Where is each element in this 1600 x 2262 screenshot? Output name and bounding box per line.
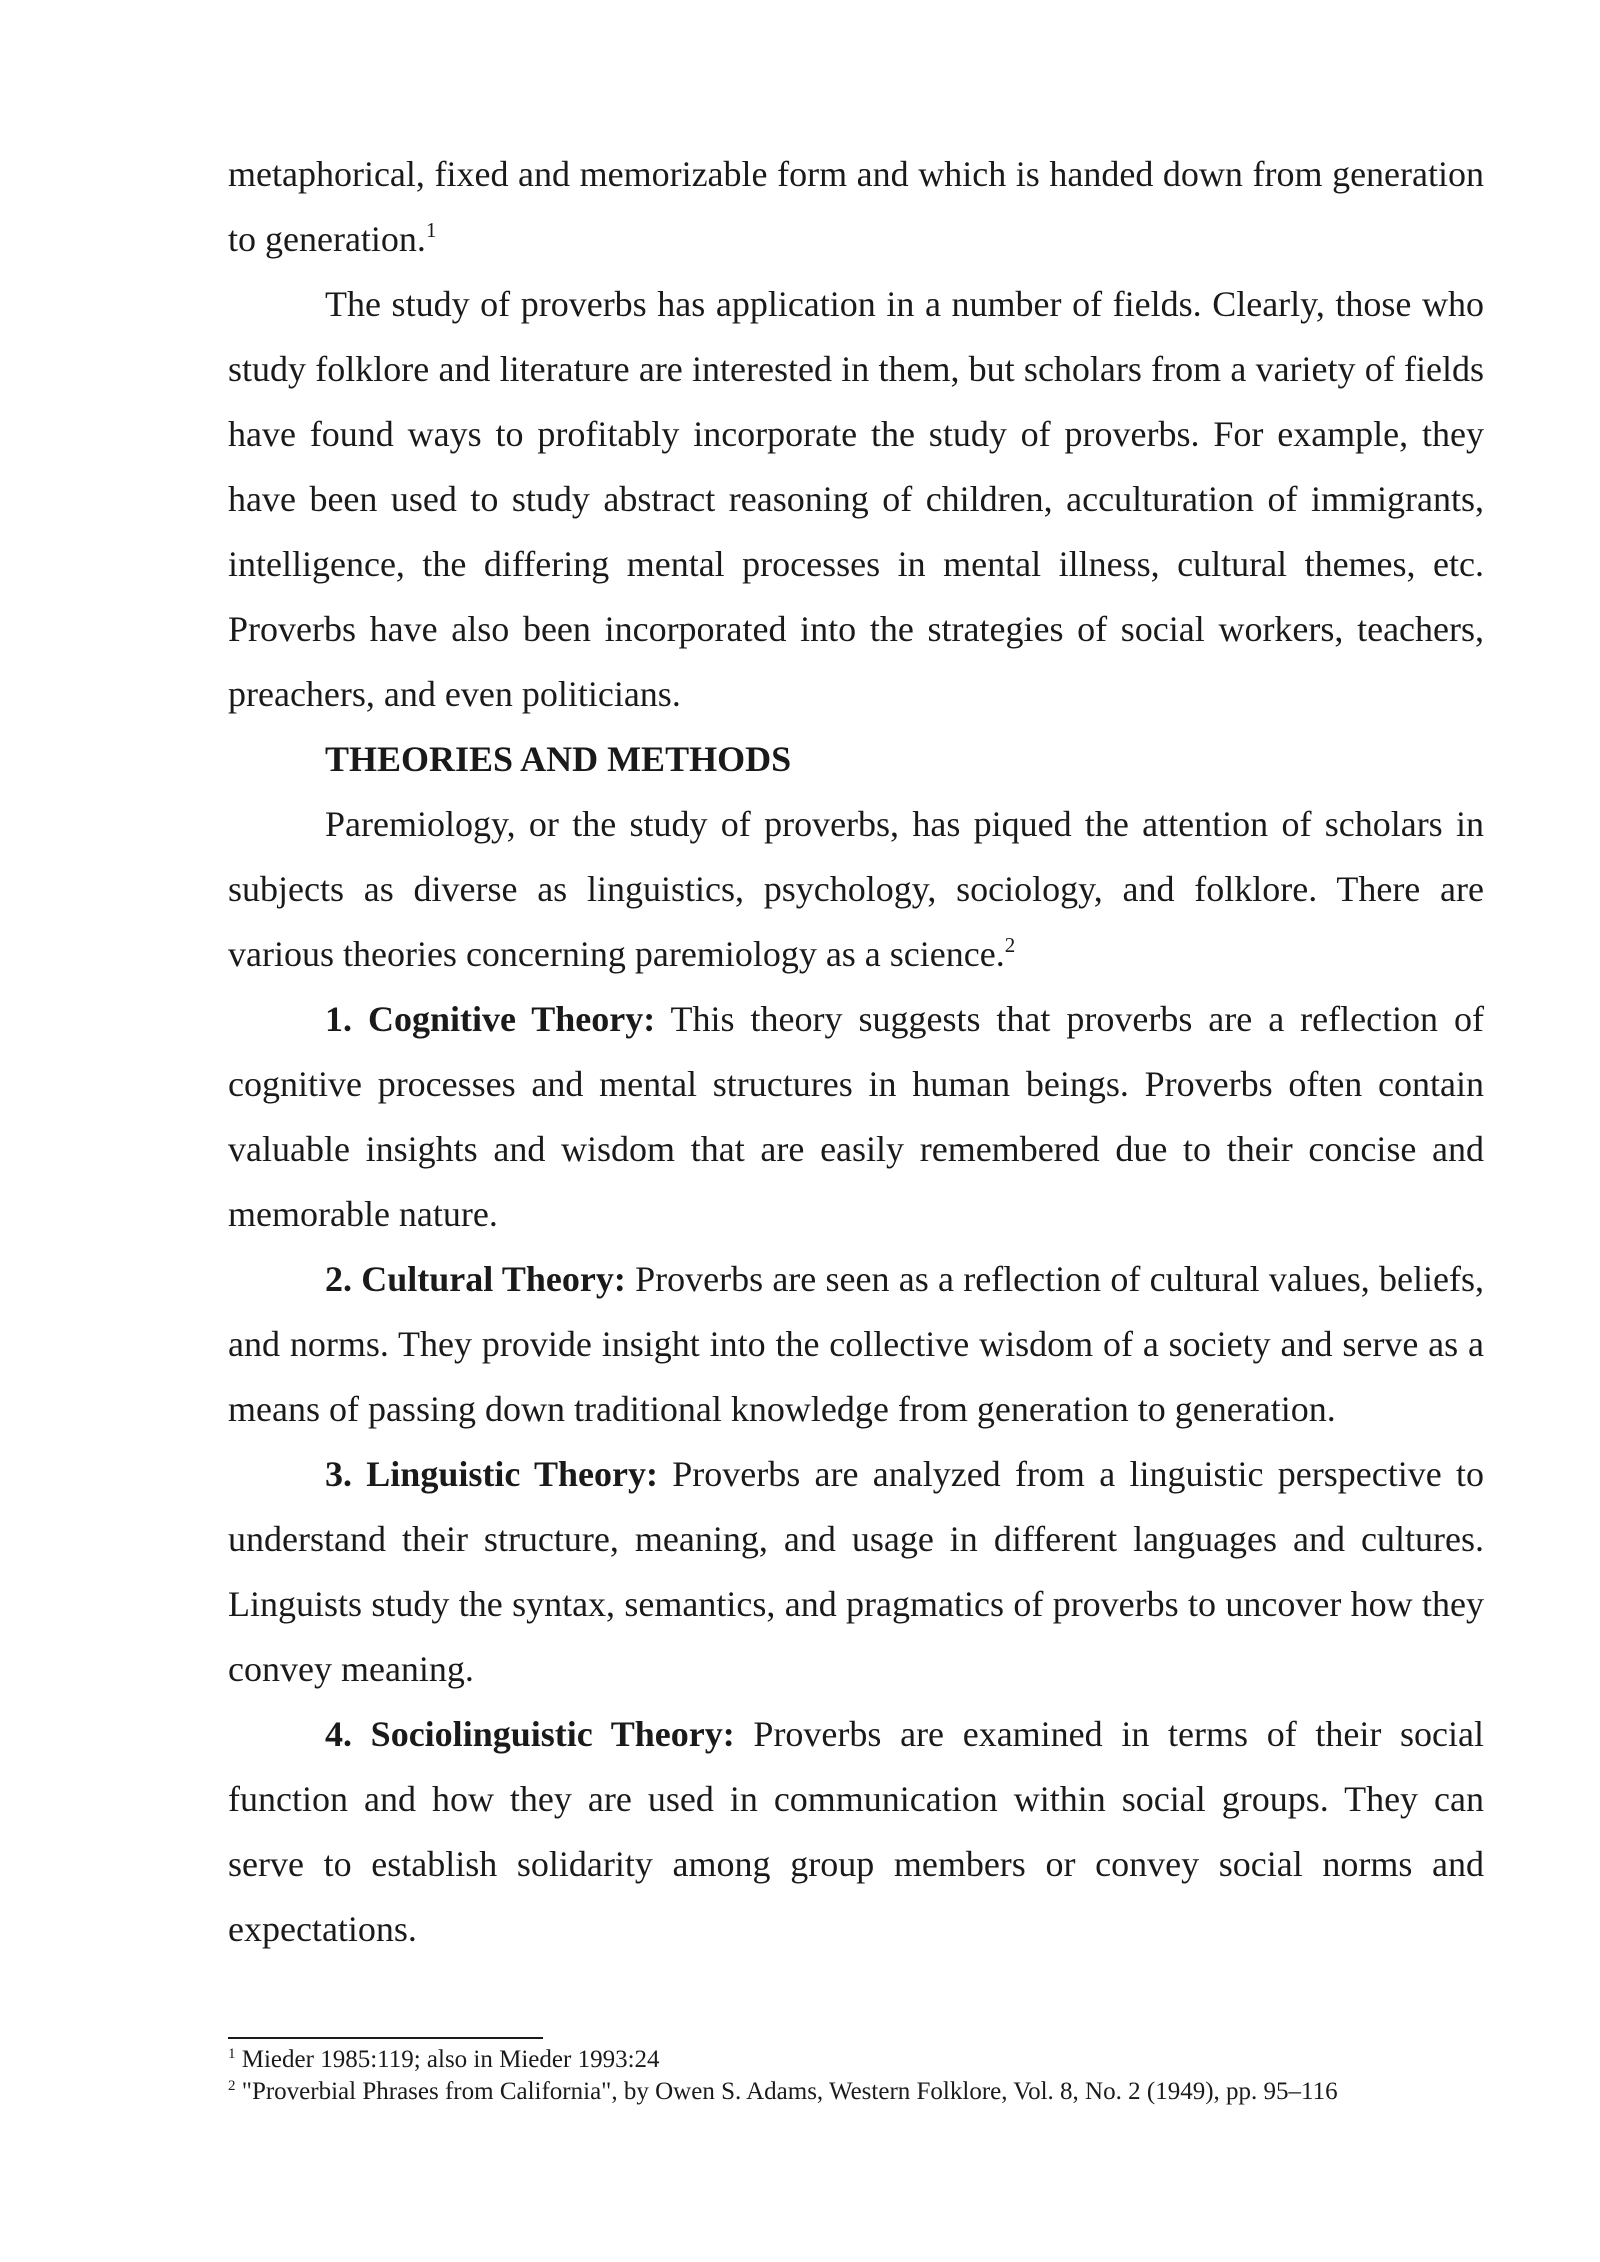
paragraph-applications: The study of proverbs has application in a number of fields. Clearly, those who study folklore and literature are interested in them, but scholars from a variety of fields have found ways to profitably incorporate the study of proverbs. For example, they have been used to study abstract reasoning of children, acculturation of immigrants, intelligence, the differing mental processes in mental illness, cultural themes, etc. Proverbs have also been incorporated into the strategies of social workers, teachers, preachers, and even politicians. bbox=[228, 284, 1484, 714]
paragraph-text: metaphorical, fixed and memorizable form and which is handed down from generation to generation. bbox=[228, 154, 1484, 259]
theory-text: Proverbs are analyzed from a linguistic perspective to understand their structure, meaning, and usage in different languages and cultures. Linguists study the syntax, semantics, and pragmatics of proverbs to uncover how they convey meaning. bbox=[228, 1454, 1484, 1689]
theory-title: 2. Cultural Theory: bbox=[325, 1259, 626, 1299]
theory-linguistic bbox=[228, 1442, 1484, 1702]
theory-title: 3. Linguistic Theory: bbox=[325, 1454, 658, 1494]
theory-title: 4. Sociolinguistic Theory: bbox=[325, 1714, 735, 1754]
theory-cultural bbox=[228, 1247, 1484, 1442]
paragraph-text: Paremiology, or the study of proverbs, has piqued the attention of scholars in subjects as diverse as linguistics, psychology, sociology, and folklore. There are various theories concerning paremiology as a science. bbox=[228, 804, 1484, 974]
theory-text: Proverbs are examined in terms of their social function and how they are used in communication within social groups. They can serve to establish solidarity among group members or convey social norms and expectations. bbox=[228, 1714, 1484, 1949]
footnote-separator bbox=[228, 2037, 543, 2039]
footnote-1 bbox=[228, 2044, 1528, 2076]
footnote-number: 2 bbox=[228, 2078, 236, 2094]
page-body bbox=[228, 142, 1484, 1962]
footnote-ref-2[interactable]: 2 bbox=[1004, 933, 1016, 957]
footnote-2 bbox=[228, 2076, 1528, 2108]
section-heading: THEORIES AND METHODS bbox=[325, 739, 792, 779]
paragraph-paremiology bbox=[228, 792, 1484, 987]
footnote-number: 1 bbox=[228, 2046, 236, 2062]
footnote-ref-1[interactable]: 1 bbox=[425, 218, 437, 242]
theory-text: This theory suggests that proverbs are a reflection of cognitive processes and mental structures in human beings. Proverbs often contain valuable insights and wisdom that are easily remembered due to their concise and memorable nature. bbox=[228, 999, 1484, 1234]
theory-title: 1. Cognitive Theory: bbox=[325, 999, 656, 1039]
footnote-text: Mieder 1985:119; also in Mieder 1993:24 bbox=[235, 2046, 660, 2073]
paragraph-intro-continuation bbox=[228, 142, 1484, 272]
theory-text: Proverbs are seen as a reflection of cultural values, beliefs, and norms. They provide insight into the collective wisdom of a society and serve as a means of passing down traditional knowledge from generation to generation. bbox=[228, 1259, 1484, 1429]
theory-sociolinguistic bbox=[228, 1702, 1484, 1962]
footnote-text: "Proverbial Phrases from California", by Owen S. Adams, Western Folklore, Vol. 8, No. 2 (1949), pp. 95–116 bbox=[235, 2078, 1338, 2105]
footnotes bbox=[228, 2044, 1528, 2108]
theory-cognitive bbox=[228, 987, 1484, 1247]
